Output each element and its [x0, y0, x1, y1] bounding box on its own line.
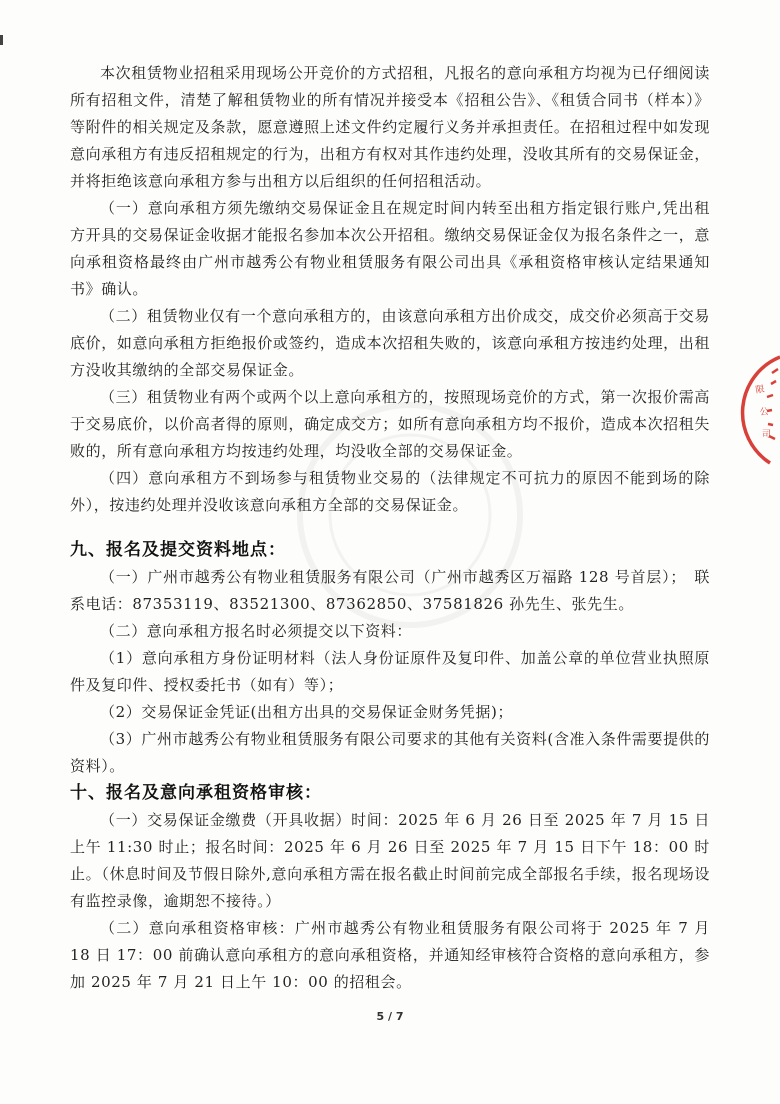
single-bidder-paragraph: （二）租赁物业仅有一个意向承租方的，由该意向承租方出价成交，成交价必须高于交易底价，如意向承租方拒绝报价或签约，造成本次招租失败的，该意向承租方按违约处理，出租方没收其缴纳的全部交易保证金。 [70, 307, 710, 379]
svg-text:司: 司 [762, 430, 772, 440]
qualification-review-paragraph: （二）意向承租资格审核：广州市越秀公有物业租赁服务有限公司将于 2025 年 7 月 18 日 17：00 前确认意向承租方的意向承租资格，并通知经审核符合资格的意向承租方，参加 2025 年 7 月 21 日上午 10：00 的招租会。 [70, 919, 710, 991]
absence-paragraph: （四）意向承租方不到场参与租赁物业交易的（法律规定不可抗力的原因不能到场的除外），按违约处理并没收该意向承租方全部的交易保证金。 [70, 469, 710, 514]
intro-paragraph: 本次租赁物业招租采用现场公开竞价的方式招租，凡报名的意向承租方均视为已仔细阅读所有招租文件，清楚了解租赁物业的所有情况并接受本《招租公告》、《租赁合同书（样本）》等附件的相关规定及条款，愿意遵照上述文件约定履行义务并承担责任。在招租过程中如发现意向承租方有违反招租规定的行为，出租方有权对其作违约处理，没收其所有的交易保证金，并将拒绝该意向承租方参与出租方以后组织的任何招租活动。 [70, 64, 710, 190]
section-9-heading: 九、报名及提交资料地点： [70, 540, 286, 560]
page-number: 5 / 7 [376, 1010, 404, 1023]
seal-stamp-fragment [740, 355, 780, 465]
document-item-2: （2）交易保证金凭证(出租方出具的交易保证金财务凭据)； [100, 703, 514, 721]
multiple-bidder-paragraph: （三）租赁物业有两个或两个以上意向承租方的，按照现场竞价的方式，第一次报价需高于交易底价，以价高者得的原则，确定成交方；如所有意向承租方均不报价，造成本次招租失败的，所有意向承租方均按违约处理，均没收全部的交易保证金。 [70, 388, 710, 460]
deposit-paragraph: （一）意向承租方须先缴纳交易保证金且在规定时间内转至出租方指定银行账户,凭出租方开具的交易保证金收据才能报名参加本次公开招租。缴纳交易保证金仅为报名条件之一，意向承租资格最终由广州市越秀公有物业租赁服务有限公司出具《承租资格审核认定结果通知书》确认。 [70, 199, 710, 298]
registration-time-paragraph: （一）交易保证金缴费（开具收据）时间：2025 年 6 月 26 日至 2025 年 7 月 15 日上午 11:30 时止；报名时间：2025 年 6 月 26 日至 2025 年 7 月 15 日下午 18：00 时止。（休息时间及节假日除外,意向承租方需在报名截止时间前完成全部报名手续，报名现场设有监控录像，逾期恕不接待。） [70, 811, 710, 910]
binding-mark-icon [0, 35, 6, 45]
svg-text:限: 限 [754, 384, 766, 396]
document-item-1: （1）意向承租方身份证明材料（法人身份证原件及复印件、加盖公章的单位营业执照原件及复印件、授权委托书（如有）等）； [70, 649, 710, 694]
document-item-3: （3）广州市越秀公有物业租赁服务有限公司要求的其他有关资料(含准入条件需要提供的资料）。 [70, 730, 710, 775]
required-documents-paragraph: （二）意向承租方报名时必须提交以下资料： [100, 622, 413, 640]
svg-text:公: 公 [759, 407, 770, 418]
document-body [70, 60, 710, 996]
registration-location-paragraph: （一）广州市越秀公有物业租赁服务有限公司（广州市越秀区万福路 128 号首层）； 联系电话：87353119、83521300、87362850、37581826 孙先生、张先生。 [70, 568, 710, 613]
section-10-heading: 十、报名及意向承租资格审核： [70, 783, 322, 803]
